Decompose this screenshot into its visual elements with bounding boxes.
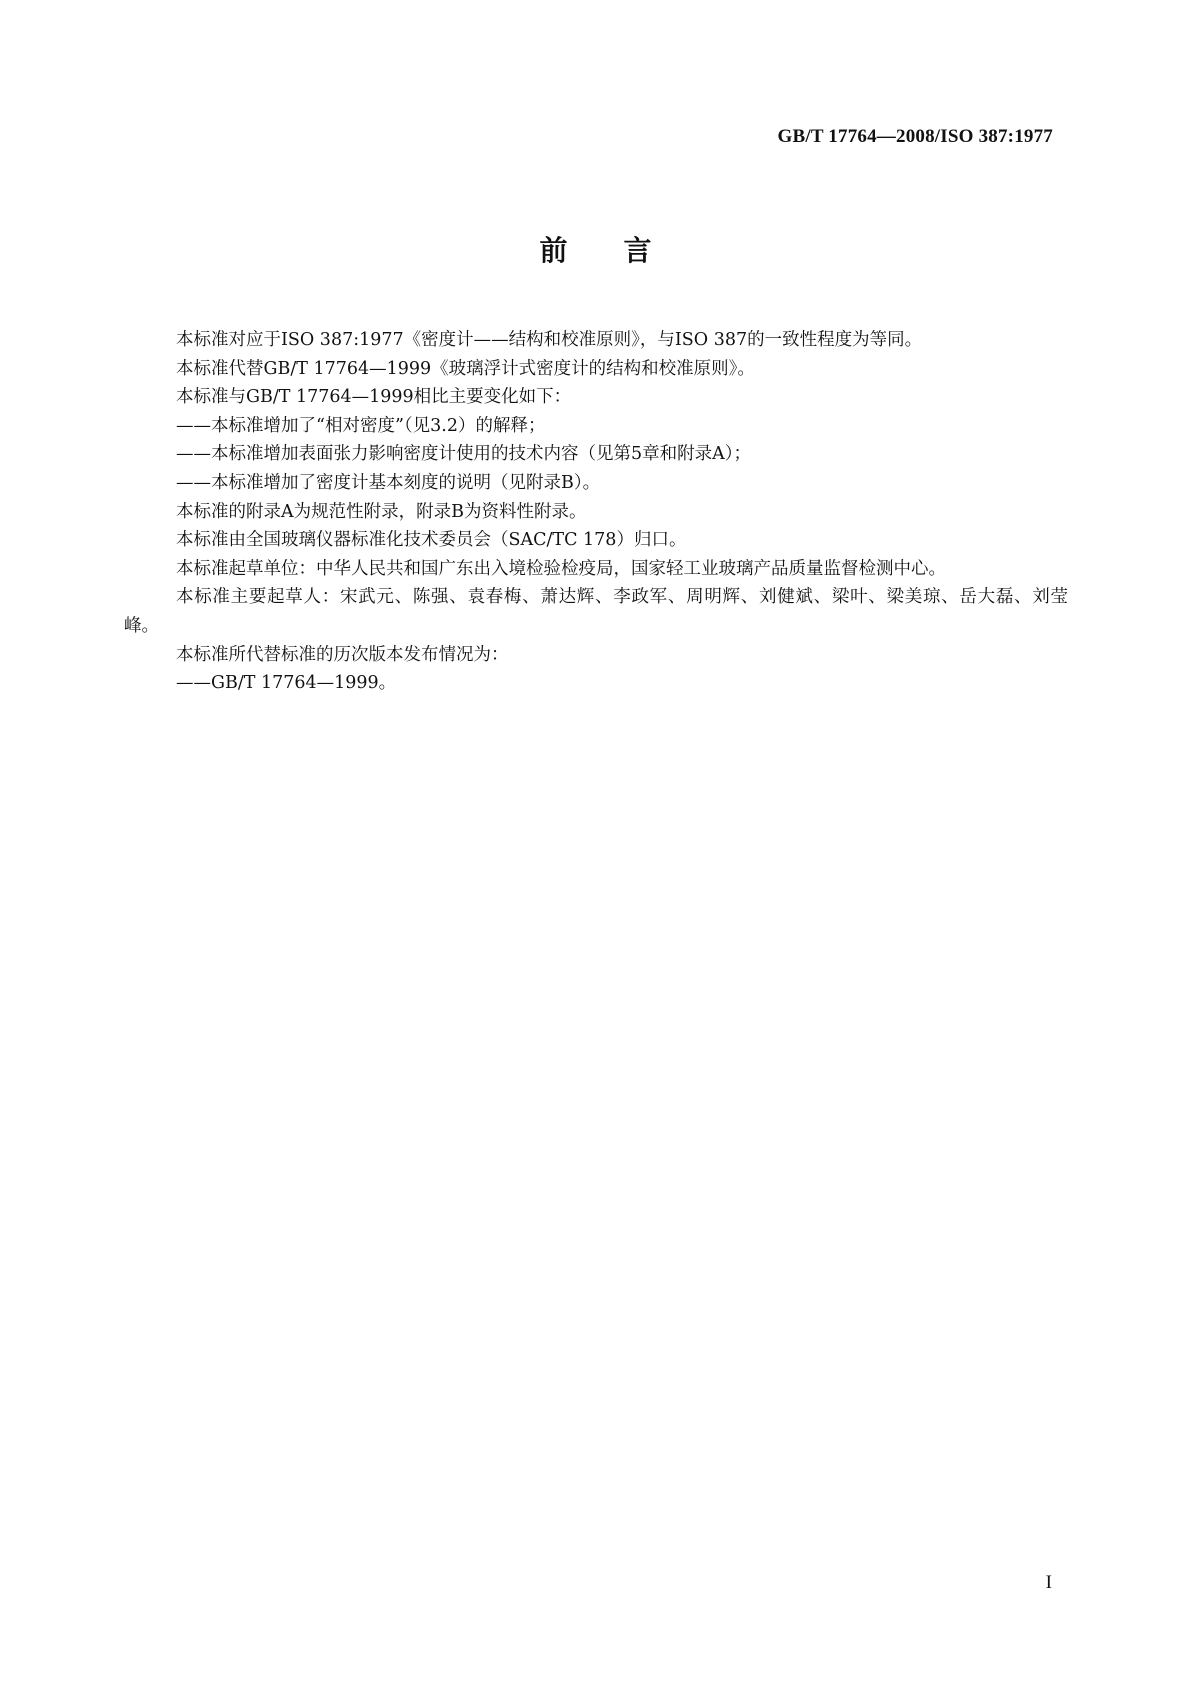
paragraph-history-intro: 本标准所代替标准的历次版本发布情况为： xyxy=(176,644,509,665)
paragraph-committee: 本标准由全国玻璃仪器标准化技术委员会（SAC/TC 178）归口。 xyxy=(176,530,687,551)
page-title: 前言 xyxy=(539,234,708,267)
paragraph-correspondence: 本标准对应于ISO 387:1977《密度计——结构和校准原则》，与ISO 387的一致性程度为等同。 xyxy=(176,330,923,350)
paragraph-change-relative-density: ——本标准增加了“相对密度”（见3.2）的解释； xyxy=(176,415,546,436)
paragraph-change-surface-tension: ——本标准增加表面张力影响密度计使用的技术内容（见第5章和附录A）； xyxy=(176,444,752,465)
paragraph-change-basic-scale: ——本标准增加了密度计基本刻度的说明（见附录B）。 xyxy=(176,472,601,493)
paragraph-changes-intro: 本标准与GB/T 17764—1999相比主要变化如下： xyxy=(176,387,572,408)
paragraph-replaces: 本标准代替GB/T 17764—1999《玻璃浮计式密度计的结构和校准原则》。 xyxy=(176,358,755,379)
foreword-body xyxy=(124,326,1068,698)
paragraph-drafting-units: 本标准起草单位：中华人民共和国广东出入境检验检疫局，国家轻工业玻璃产品质量监督检测中心。 xyxy=(176,558,946,579)
paragraph-drafters: 本标准主要起草人：宋武元、陈强、袁春梅、萧达辉、李政军、周明辉、刘健斌、梁叶、梁美琼、岳大磊、刘莹峰。 xyxy=(124,587,1068,636)
standard-code-header: GB/T 17764—2008/ISO 387:1977 xyxy=(777,126,1053,147)
paragraph-history-item: ——GB/T 17764—1999。 xyxy=(176,673,397,694)
paragraph-annexes: 本标准的附录A为规范性附录，附录B为资料性附录。 xyxy=(176,501,587,522)
page-number: I xyxy=(1045,1572,1052,1593)
